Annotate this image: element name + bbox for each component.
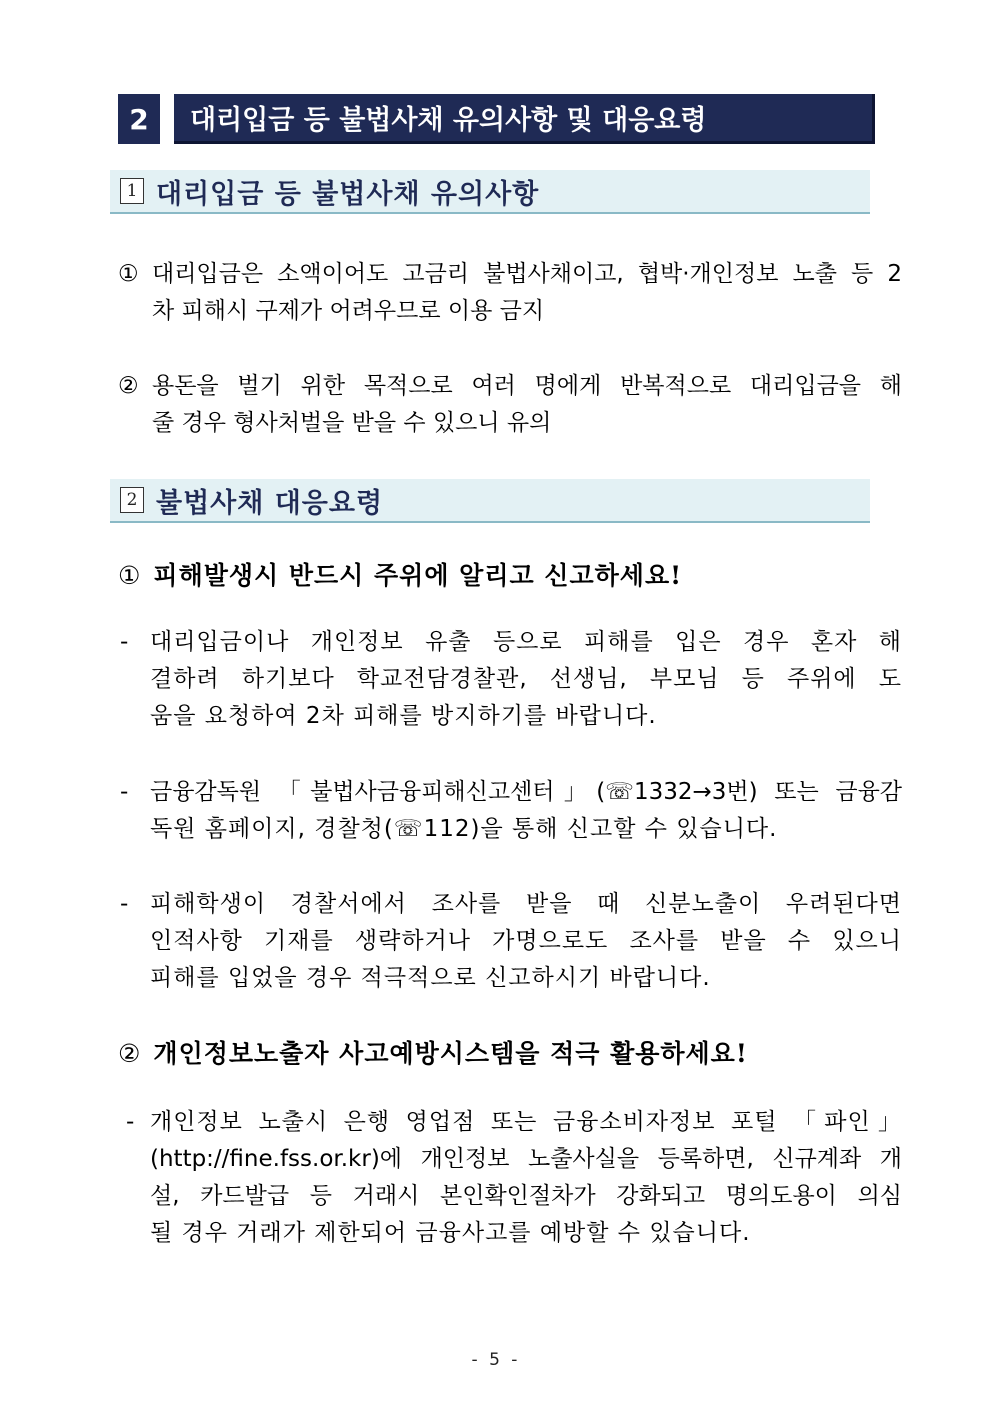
- text-line: 피해학생이 경찰서에서 조사를 받을 때 신분노출이 우려된다면: [150, 891, 902, 917]
- chapter-number: 2: [118, 94, 160, 144]
- response-item-1: [120, 624, 902, 735]
- item-body: [152, 256, 902, 330]
- text-line: 독원 홈페이지, 경찰청(☏112)을 통해 신고할 수 있습니다.: [150, 816, 778, 842]
- response-item-2: [120, 774, 902, 848]
- item-body: [150, 1104, 902, 1252]
- section-2-title: 불법사채 대응요령: [156, 487, 384, 519]
- text-line: 차 피해시 구제가 어려우므로 이용 금지: [152, 298, 545, 324]
- text-line: (http://fine.fss.or.kr)에 개인정보 노출사실을 등록하면, 신규계좌 개: [150, 1146, 902, 1172]
- text-line: 줄 경우 형사처벌을 받을 수 있으니 유의: [152, 410, 552, 436]
- text-line: 금융감독원 「불법사금융피해신고센터」(☏1332→3번) 또는 금융감: [150, 779, 902, 805]
- dash-marker: -: [120, 891, 129, 917]
- text-line: 될 경우 거래가 제한되어 금융사고를 예방할 수 있습니다.: [150, 1220, 751, 1246]
- sub-heading-marker: ②: [118, 1039, 142, 1068]
- sub-heading-marker: ①: [118, 561, 142, 590]
- text-line: 설, 카드발급 등 거래시 본인확인절차가 강화되고 명의도용이 의심: [150, 1183, 902, 1209]
- response-item-3: [120, 886, 902, 997]
- section-1-number: 1: [120, 178, 144, 204]
- dash-marker: -: [126, 1109, 135, 1135]
- section-1-title: 대리입금 등 불법사채 유의사항: [156, 178, 540, 210]
- dash-marker: -: [120, 779, 129, 805]
- sub-heading-1: [118, 556, 682, 592]
- section-2-number: 2: [120, 487, 144, 513]
- text-line: 개인정보 노출시 은행 영업점 또는 금융소비자정보 포털 「파인」: [150, 1109, 902, 1135]
- text-line: 용돈을 벌기 위한 목적으로 여러 명에게 반복적으로 대리입금을 해: [152, 373, 902, 399]
- item-marker: ②: [118, 373, 139, 399]
- item-body: [150, 774, 902, 848]
- text-line: 대리입금이나 개인정보 유출 등으로 피해를 입은 경우 혼자 해: [150, 629, 902, 655]
- text-line: 움을 요청하여 2차 피해를 방지하기를 바랍니다.: [150, 703, 657, 729]
- chapter-title: 대리입금 등 불법사채 유의사항 및 대응요령: [174, 94, 875, 144]
- text-line: 대리입금은 소액이어도 고금리 불법사채이고, 협박·개인정보 노출 등 2: [152, 261, 902, 287]
- text-line: 인적사항 기재를 생략하거나 가명으로도 조사를 받을 수 있으니: [150, 928, 902, 954]
- item-body: [152, 368, 902, 442]
- item-body: [150, 624, 902, 735]
- section-2-header: [110, 479, 870, 523]
- sub-heading-text: 개인정보노출자 사고예방시스템을 적극 활용하세요!: [153, 1039, 748, 1068]
- item-marker: ①: [118, 261, 139, 287]
- sub-heading-2: [118, 1034, 748, 1070]
- text-line: 결하려 하기보다 학교전담경찰관, 선생님, 부모님 등 주위에 도: [150, 666, 902, 692]
- caution-item-2: [118, 368, 902, 442]
- sub-heading-text: 피해발생시 반드시 주위에 알리고 신고하세요!: [153, 561, 683, 590]
- text-line: 피해를 입었을 경우 적극적으로 신고하시기 바랍니다.: [150, 965, 711, 991]
- section-1-header: [110, 170, 870, 214]
- page-number: - 5 -: [471, 1350, 521, 1370]
- caution-item-1: [118, 256, 902, 330]
- dash-marker: -: [120, 629, 129, 655]
- response-item-4: [120, 1104, 902, 1252]
- item-body: [150, 886, 902, 997]
